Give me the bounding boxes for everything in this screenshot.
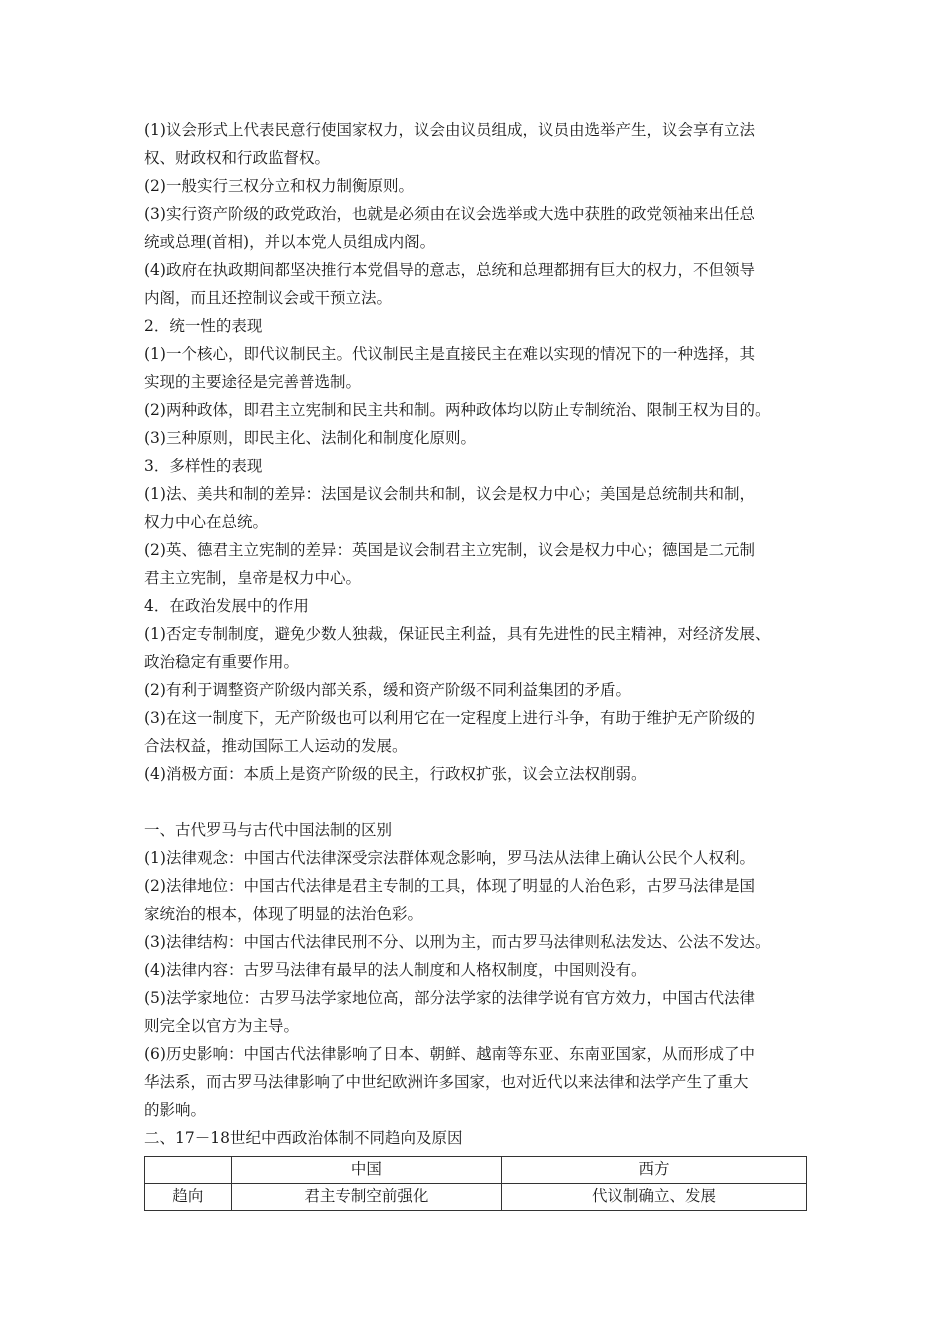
text-line: (2)一般实行三权分立和权力制衡原则。	[144, 177, 414, 195]
list-item	[144, 424, 808, 452]
list-item	[144, 760, 808, 788]
text-line: (4)消极方面：本质上是资产阶级的民主，行政权扩张，议会立法权削弱。	[144, 765, 647, 783]
text-line: 君主立宪制，皇帝是权力中心。	[144, 569, 362, 587]
list-item	[144, 984, 808, 1040]
text-line: (3)在这一制度下，无产阶级也可以利用它在一定程度上进行斗争，有助于维护无产阶级的	[144, 709, 755, 727]
text-line: 权力中心在总统。	[144, 513, 269, 531]
text-line: (3)实行资产阶级的政党政治，也就是必须由在议会选举或大选中获胜的政党领袖来出任总	[144, 205, 755, 223]
table-header-cell: 中国	[231, 1157, 501, 1184]
table-cell: 君主专制空前强化	[231, 1184, 501, 1211]
text-line: 实现的主要途径是完善普选制。	[144, 373, 362, 391]
section-diversity	[144, 452, 808, 592]
table-cell: 代议制确立、发展	[501, 1184, 806, 1211]
section-heading: 2．统一性的表现	[144, 317, 263, 335]
section-rome-china-law	[144, 816, 808, 1124]
text-line: (1)法律观念：中国古代法律深受宗法群体观念影响，罗马法从法律上确认公民个人权利。	[144, 849, 755, 867]
comparison-table	[144, 1156, 807, 1211]
table-header-cell: 西方	[501, 1157, 806, 1184]
table-row	[145, 1184, 807, 1211]
table-cell: 趋向	[145, 1184, 232, 1211]
list-item	[144, 200, 808, 256]
list-item	[144, 928, 808, 956]
text-line: 权、财政权和行政监督权。	[144, 149, 331, 167]
text-line: (5)法学家地位：古罗马法学家地位高，部分法学家的法律学说有官方效力，中国古代法律	[144, 989, 755, 1007]
section-heading: 一、古代罗马与古代中国法制的区别	[144, 821, 393, 839]
blank-gap	[144, 788, 808, 816]
text-line: 华法系，而古罗马法律影响了中世纪欧洲许多国家，也对近代以来法律和法学产生了重大	[144, 1073, 749, 1091]
section-unity	[144, 312, 808, 452]
section-features	[144, 116, 808, 312]
text-line: (1)一个核心，即代议制民主。代议制民主是直接民主在难以实现的情况下的一种选择，其	[144, 345, 755, 363]
section-heading: 3．多样性的表现	[144, 457, 263, 475]
table-header-row	[145, 1157, 807, 1184]
document-page	[144, 116, 808, 1211]
text-line: (2)法律地位：中国古代法律是君主专制的工具，体现了明显的人治色彩，古罗马法律是国	[144, 877, 755, 895]
list-item	[144, 340, 808, 396]
table-header-cell	[145, 1157, 232, 1184]
section-role	[144, 592, 808, 788]
text-line: 内阁，而且还控制议会或干预立法。	[144, 289, 393, 307]
list-item	[144, 536, 808, 592]
text-line: (2)英、德君主立宪制的差异：英国是议会制君主立宪制，议会是权力中心；德国是二元制	[144, 541, 755, 559]
list-item	[144, 704, 808, 760]
text-line: 则完全以官方为主导。	[144, 1017, 300, 1035]
list-item	[144, 116, 808, 172]
text-line: (2)有利于调整资产阶级内部关系，缓和资产阶级不同利益集团的矛盾。	[144, 681, 631, 699]
text-line: (3)三种原则，即民主化、法制化和制度化原则。	[144, 429, 476, 447]
text-line: 统或总理(首相)，并以本党人员组成内阁。	[144, 233, 436, 251]
text-line: (2)两种政体，即君主立宪制和民主共和制。两种政体均以防止专制统治、限制王权为目的。	[144, 401, 771, 419]
list-item	[144, 676, 808, 704]
list-item	[144, 844, 808, 872]
text-line: 合法权益，推动国际工人运动的发展。	[144, 737, 408, 755]
text-line: 政治稳定有重要作用。	[144, 653, 300, 671]
list-item	[144, 956, 808, 984]
text-line: (4)政府在执政期间都坚决推行本党倡导的意志，总统和总理都拥有巨大的权力，不但领导	[144, 261, 755, 279]
list-item	[144, 872, 808, 928]
section-heading: 二、17－18世纪中西政治体制不同趋向及原因	[144, 1129, 463, 1147]
text-line: 家统治的根本，体现了明显的法治色彩。	[144, 905, 424, 923]
section-heading: 4．在政治发展中的作用	[144, 597, 309, 615]
text-line: 的影响。	[144, 1101, 207, 1119]
text-line: (1)议会形式上代表民意行使国家权力，议会由议员组成，议员由选举产生，议会享有立法	[144, 121, 755, 139]
section-political-trends	[144, 1124, 808, 1211]
list-item	[144, 620, 808, 676]
text-line: (1)否定专制制度，避免少数人独裁，保证民主利益，具有先进性的民主精神，对经济发展、	[144, 625, 771, 643]
text-line: (6)历史影响：中国古代法律影响了日本、朝鲜、越南等东亚、东南亚国家，从而形成了中	[144, 1045, 755, 1063]
list-item	[144, 1040, 808, 1124]
text-line: (3)法律结构：中国古代法律民刑不分、以刑为主，而古罗马法律则私法发达、公法不发达。	[144, 933, 771, 951]
text-line: (4)法律内容：古罗马法律有最早的法人制度和人格权制度，中国则没有。	[144, 961, 647, 979]
list-item	[144, 396, 808, 424]
list-item	[144, 480, 808, 536]
text-line: (1)法、美共和制的差异：法国是议会制共和制，议会是权力中心；美国是总统制共和制，	[144, 485, 755, 503]
list-item	[144, 256, 808, 312]
list-item	[144, 172, 808, 200]
